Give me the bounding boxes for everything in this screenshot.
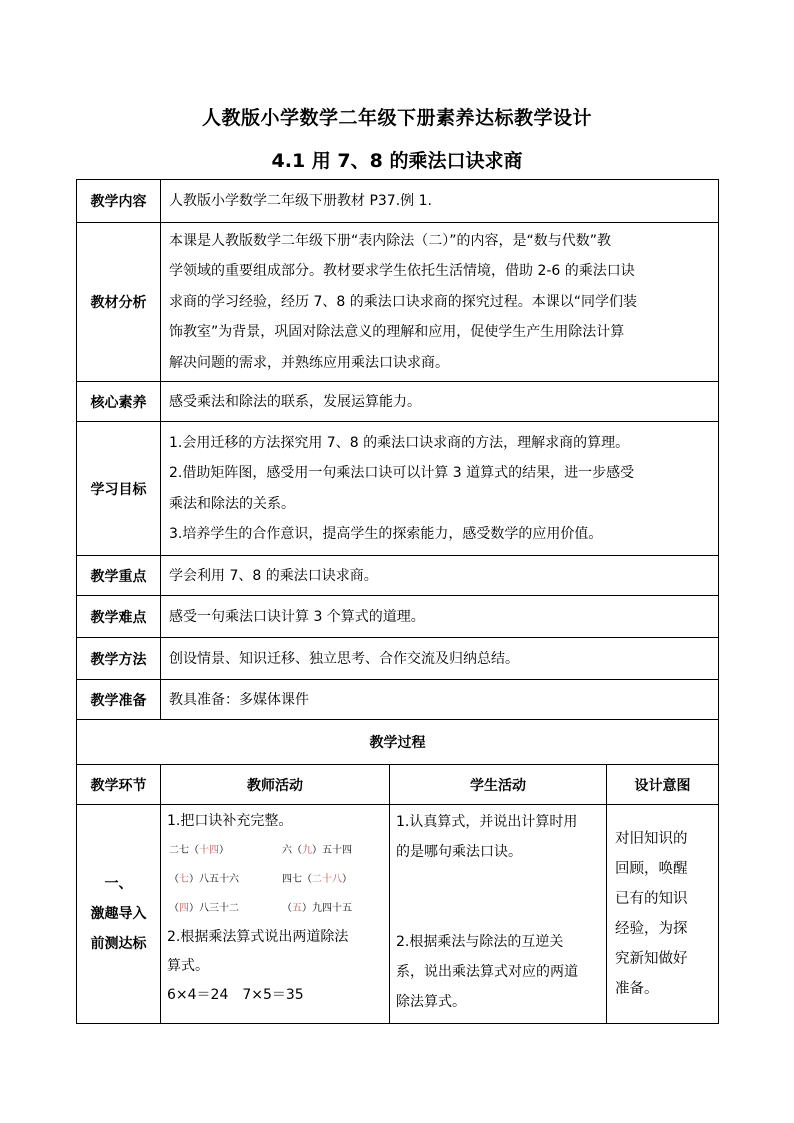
value-content: 人教版小学数学二年级下册教材 P37.例 1. bbox=[161, 180, 719, 223]
intent-line: 准备。 bbox=[615, 981, 659, 997]
label-literacy: 核心素养 bbox=[77, 382, 161, 422]
student-line: 1.认真算式，并说出计算时用 bbox=[396, 814, 578, 830]
process-heading: 教学过程 bbox=[77, 720, 719, 765]
student-activity bbox=[390, 805, 607, 1024]
rhyme-answer: 十四 bbox=[199, 845, 219, 856]
rhyme-pairs bbox=[167, 836, 383, 923]
label-difficulty: 教学难点 bbox=[77, 596, 161, 638]
goal-line: 3.培养学生的合作意识，提高学生的探索能力，感受数学的应用价值。 bbox=[169, 526, 603, 542]
row-stage-1 bbox=[77, 805, 719, 1024]
rhyme-left: （四）八三十二 bbox=[169, 903, 239, 914]
rhyme-answer: 四 bbox=[179, 903, 189, 914]
label-method: 教学方法 bbox=[77, 638, 161, 680]
intent-line: 经验，为探 bbox=[615, 921, 688, 937]
stage-name-line: 激趣导入 bbox=[90, 906, 147, 922]
teacher-item-1: 1.把口诀补充完整。 bbox=[167, 813, 293, 829]
header-stage: 教学环节 bbox=[77, 765, 161, 805]
label-goals: 学习目标 bbox=[77, 422, 161, 556]
row-key bbox=[77, 556, 719, 596]
rhyme-right: 四七（二十八） bbox=[282, 874, 352, 885]
rhyme-answer: 九 bbox=[302, 845, 312, 856]
stage-cell bbox=[77, 805, 161, 1024]
analysis-line: 饰教室”为背景，巩固对除法意义的理解和应用，促使学生产生用除法计算 bbox=[169, 324, 625, 341]
row-process-headers bbox=[77, 765, 719, 805]
rhyme-answer: 七 bbox=[179, 874, 189, 885]
rhyme-row bbox=[169, 865, 383, 894]
rhyme-right: 六（九）五十四 bbox=[282, 845, 352, 856]
lesson-title: 4.1 用 7、8 的乘法口诀求商 bbox=[271, 150, 523, 172]
rhyme-right: （五）九四十五 bbox=[282, 903, 352, 914]
student-line: 的是哪句乘法口诀。 bbox=[396, 844, 522, 860]
rhyme-row bbox=[169, 836, 383, 865]
student-line: 2.根据乘法与除法的互逆关 bbox=[396, 934, 564, 950]
row-literacy bbox=[77, 382, 719, 422]
row-analysis bbox=[77, 223, 719, 382]
analysis-line: 本课是人教版数学二年级下册“表内除法（二）”的内容，是“数与代数”教 bbox=[169, 232, 612, 249]
analysis-line: 求商的学习经验，经历 7、8 的乘法口诀求商的探究过程。本课以“同学们装 bbox=[169, 293, 637, 310]
goal-line: 乘法和除法的关系。 bbox=[169, 495, 295, 512]
student-line: 系，说出乘法算式对应的两道 bbox=[396, 964, 578, 980]
row-goals bbox=[77, 422, 719, 556]
intent-line: 回顾，唤醒 bbox=[615, 861, 688, 877]
teacher-activity bbox=[161, 805, 390, 1024]
goal-line: 2.借助矩阵图，感受用一句乘法口诀可以计算 3 道算式的结果，进一步感受 bbox=[169, 465, 635, 481]
teacher-item-2-line: 算式。 bbox=[167, 958, 209, 974]
analysis-line: 学领域的重要组成部分。教材要求学生依托生活情境，借助 2-6 的乘法口诀 bbox=[169, 263, 635, 280]
design-intent bbox=[607, 805, 719, 1024]
rhyme-answer: 二十八 bbox=[312, 874, 342, 885]
student-line: 除法算式。 bbox=[396, 994, 466, 1010]
intent-line: 已有的知识 bbox=[615, 891, 688, 907]
header-student: 学生活动 bbox=[390, 765, 607, 805]
value-analysis bbox=[161, 223, 719, 382]
rhyme-left: （七）八五十六 bbox=[169, 874, 239, 885]
label-key: 教学重点 bbox=[77, 556, 161, 596]
lesson-plan-table bbox=[76, 179, 719, 1024]
value-difficulty: 感受一句乘法口诀计算 3 个算式的道理。 bbox=[161, 596, 719, 638]
stage-number: 一、 bbox=[104, 876, 133, 892]
value-key: 学会利用 7、8 的乘法口诀求商。 bbox=[161, 556, 719, 596]
value-goals bbox=[161, 422, 719, 556]
value-literacy: 感受乘法和除法的联系，发展运算能力。 bbox=[161, 382, 719, 422]
header-intent: 设计意图 bbox=[607, 765, 719, 805]
header-teacher: 教师活动 bbox=[161, 765, 390, 805]
row-method bbox=[77, 638, 719, 680]
intent-line: 究新知做好 bbox=[615, 951, 688, 967]
row-prep bbox=[77, 680, 719, 720]
value-method: 创设情景、知识迁移、独立思考、合作交流及归纳总结。 bbox=[161, 638, 719, 680]
document-title: 人教版小学数学二年级下册素养达标教学设计 bbox=[201, 107, 592, 129]
row-difficulty bbox=[77, 596, 719, 638]
rhyme-row bbox=[169, 894, 383, 923]
label-analysis: 教材分析 bbox=[77, 223, 161, 382]
stage-name-line: 前测达标 bbox=[90, 936, 147, 952]
label-prep: 教学准备 bbox=[77, 680, 161, 720]
intent-line: 对旧知识的 bbox=[615, 831, 688, 847]
analysis-line: 解决问题的需求，并熟练应用乘法口诀求商。 bbox=[169, 354, 449, 371]
spacer bbox=[396, 867, 602, 927]
equations: 6×4＝24 7×5＝35 bbox=[167, 987, 304, 1003]
value-prep: 教具准备：多媒体课件 bbox=[161, 680, 719, 720]
row-process-heading bbox=[77, 720, 719, 765]
label-content: 教学内容 bbox=[77, 180, 161, 223]
goal-line: 1.会用迁移的方法探究用 7、8 的乘法口诀求商的方法，理解求商的算理。 bbox=[169, 434, 630, 451]
rhyme-left: 二七（十四） bbox=[169, 845, 229, 856]
row-content bbox=[77, 180, 719, 223]
teacher-item-2-line: 2.根据乘法算式说出两道除法 bbox=[167, 929, 349, 945]
rhyme-answer: 五 bbox=[292, 903, 302, 914]
